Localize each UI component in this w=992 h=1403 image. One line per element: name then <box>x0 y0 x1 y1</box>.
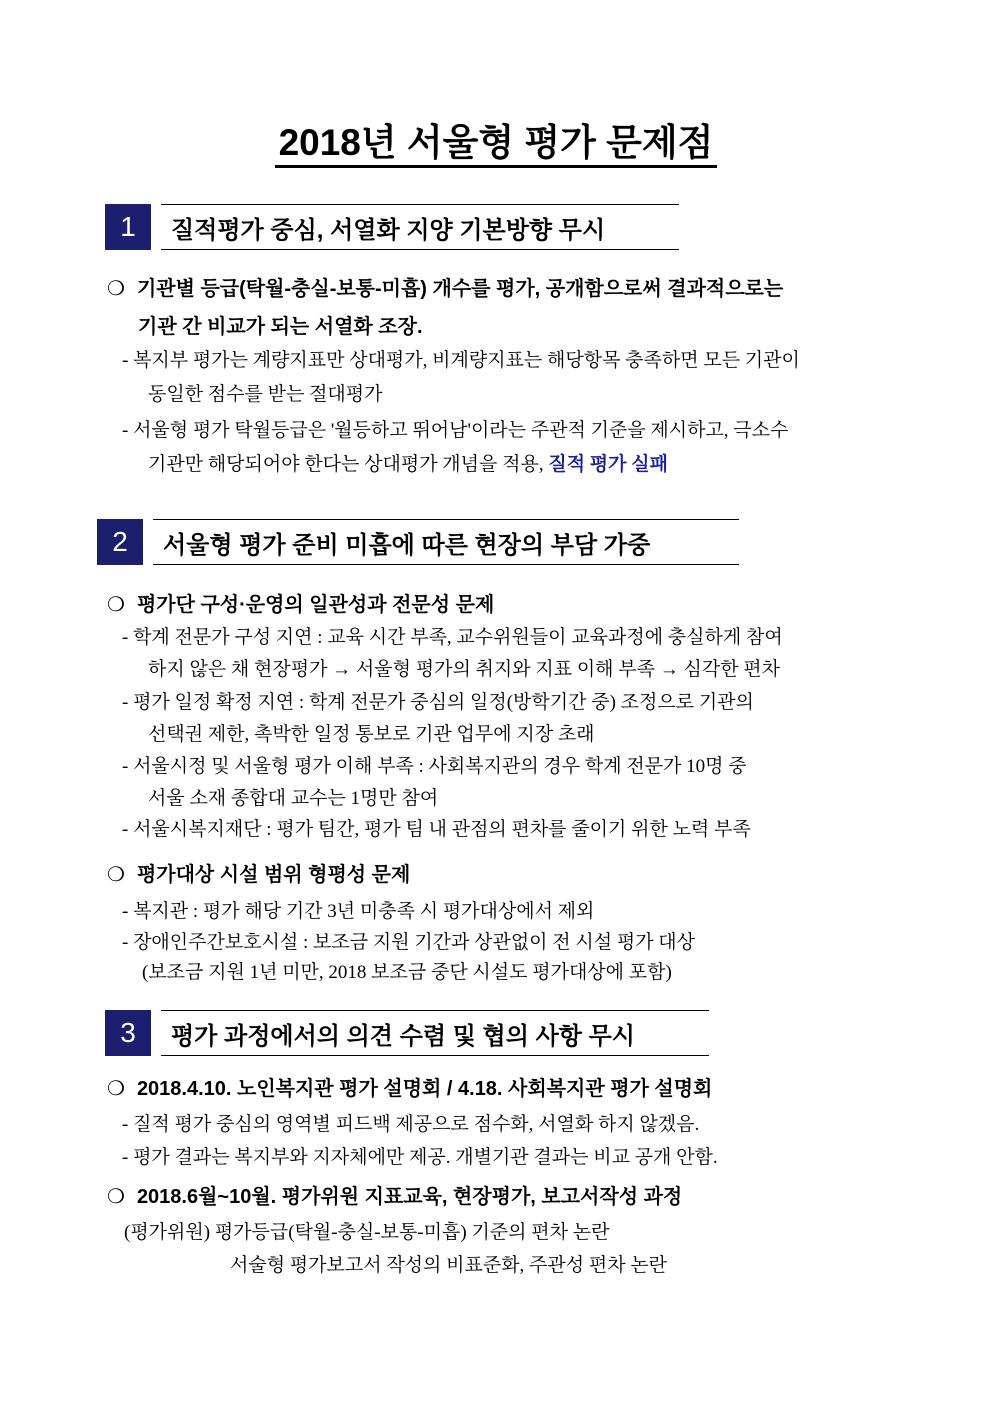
circle-bullet-icon: ❍ <box>107 278 125 300</box>
sub-item-continuation: 서울 소재 종합대 교수는 1명만 참여 <box>148 788 439 809</box>
sub-item: 서술형 평가보고서 작성의 비표준화, 주관성 편차 논란 <box>230 1255 668 1276</box>
sub-item: - 학계 전문가 구성 지연 : 교육 시간 부족, 교수위원들이 교육과정에 충실하게 참여 <box>122 627 783 648</box>
circle-bullet-icon: ❍ <box>107 1186 125 1208</box>
bullet-item: ❍ 평가대상 시설 범위 형평성 문제 <box>107 864 411 886</box>
section-title: 서울형 평가 준비 미흡에 따른 현장의 부담 가중 <box>153 519 739 565</box>
bullet-item: ❍ 기관별 등급(탁월-충실-보통-미흡) 개수를 평가, 공개함으로써 결과적으로는 <box>107 278 784 300</box>
sub-item: - 평가 결과는 복지부와 지자체에만 제공. 개별기관 결과는 비교 공개 안함. <box>122 1147 718 1168</box>
section-number-box: 1 <box>105 204 151 250</box>
sub-item: - 복지부 평가는 계량지표만 상대평가, 비계량지표는 해당항목 충족하면 모든 기관이 <box>122 350 800 371</box>
circle-bullet-icon: ❍ <box>107 594 125 616</box>
sub-item: - 서울시정 및 서울형 평가 이해 부족 : 사회복지관의 경우 학계 전문가 10명 중 <box>122 756 747 777</box>
sub-item-continuation: 선택권 제한, 촉박한 일정 통보로 기관 업무에 지장 초래 <box>148 724 595 745</box>
section-number-box: 2 <box>97 519 143 565</box>
sub-item: - 평가 일정 확정 지연 : 학계 전문가 중심의 일정(방학기간 중) 조정으로 기관의 <box>122 692 754 713</box>
sub-item: - 장애인주간보호시설 : 보조금 지원 기간과 상관없이 전 시설 평가 대상 <box>122 932 696 953</box>
bullet-continuation: 기관 간 비교가 되는 서열화 조장. <box>138 316 423 338</box>
highlight-text: 질적 평가 실패 <box>548 454 668 475</box>
section-3-header <box>105 1010 709 1056</box>
section-title: 평가 과정에서의 의견 수렴 및 협의 사항 무시 <box>161 1010 709 1056</box>
sub-item-continuation: 동일한 점수를 받는 절대평가 <box>148 384 383 405</box>
page-title: 2018년 서울형 평가 문제점 <box>0 112 992 166</box>
sub-item-continuation: 기관만 해당되어야 한다는 상대평가 개념을 적용, 질적 평가 실패 <box>148 454 668 475</box>
section-2-header <box>97 519 739 565</box>
sub-item-continuation: (보조금 지원 1년 미만, 2018 보조금 중단 시설도 평가대상에 포함) <box>142 962 672 983</box>
sub-item: (평가위원) 평가등급(탁월-충실-보통-미흡) 기준의 편차 논란 <box>124 1222 610 1243</box>
section-1-header <box>105 204 679 250</box>
bullet-item: ❍ 2018.4.10. 노인복지관 평가 설명회 / 4.18. 사회복지관 평가 설명회 <box>107 1078 713 1100</box>
circle-bullet-icon: ❍ <box>107 864 125 886</box>
sub-item-continuation: 하지 않은 채 현장평가 → 서울형 평가의 취지와 지표 이해 부족 → 심각한 편차 <box>148 659 781 680</box>
sub-item: - 질적 평가 중심의 영역별 피드백 제공으로 점수화, 서열화 하지 않겠음. <box>122 1114 700 1135</box>
section-number-box: 3 <box>105 1010 151 1056</box>
circle-bullet-icon: ❍ <box>107 1078 125 1100</box>
bullet-item: ❍ 2018.6월~10월. 평가위원 지표교육, 현장평가, 보고서작성 과정 <box>107 1186 683 1208</box>
bullet-item: ❍ 평가단 구성·운영의 일관성과 전문성 문제 <box>107 594 495 616</box>
sub-item: - 서울형 평가 탁월등급은 '월등하고 뛰어남'이라는 주관적 기준을 제시하고, 극소수 <box>122 420 789 441</box>
sub-item: - 서울시복지재단 : 평가 팀간, 평가 팀 내 관점의 편차를 줄이기 위한 노력 부족 <box>122 819 751 840</box>
sub-item: - 복지관 : 평가 해당 기간 3년 미충족 시 평가대상에서 제외 <box>122 901 595 922</box>
section-title: 질적평가 중심, 서열화 지양 기본방향 무시 <box>161 204 679 250</box>
